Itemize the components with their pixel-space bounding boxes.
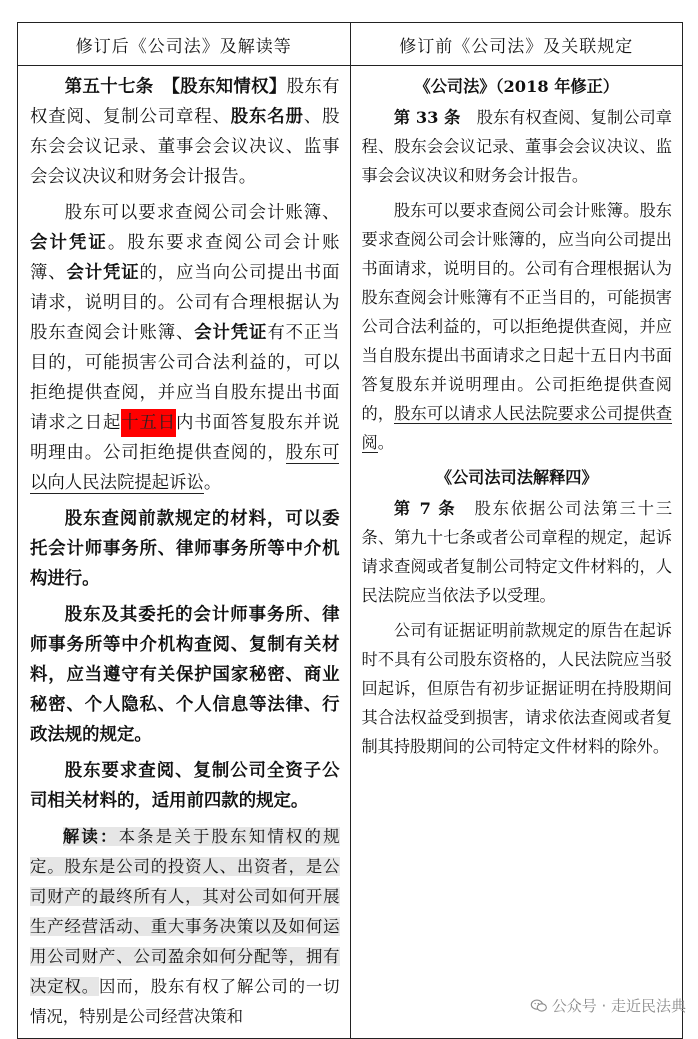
interpretation-block (30, 822, 340, 1032)
header-row (18, 23, 683, 66)
watermark-text: 公众号 · 走近民法典 (551, 997, 686, 1015)
article-number: 第 7 条 (393, 499, 457, 518)
underlined-span: 股东可以请求人民法院要求公司提供查阅 (361, 404, 673, 452)
text-span: 公司有证据证明前款规定的原告在起诉时不具有公司股东资格的，人民法院应当驳回起诉，但原告有初步证据证明在持股期间其合法权益受到损害，请求依法查阅或者复制其持股期间的公司特定文件材料的除外。 (361, 621, 672, 756)
article-57-para-3 (30, 504, 340, 594)
text-span: 股东可以要求查阅公司会计账簿。股东要求查阅公司会计账簿的，应当向公司提出书面请求，说明目的。公司有合理根据认为股东查阅会计账簿有不正当目的，可能损害公司合法利益的，可以拒绝提供查阅，并应当自股东提出书面请求之日起十五日内书面答复股东并说明理由。公司拒绝提供查阅的， (361, 201, 672, 423)
text-span: 。股东要求查阅公司会计账簿、 (30, 233, 340, 283)
article-number: 第五十七条 (64, 77, 154, 97)
bold-span: 股东名册 (230, 107, 304, 127)
interpretation-label: 解读： (62, 827, 119, 846)
text-span: 内书面答复股东并说明理由。公司拒绝提供查阅的， (30, 413, 340, 463)
left-column-header: 修订后《公司法》及解读等 (18, 23, 351, 66)
source-title-company-law: 《公司法》（2018 年修正） (414, 77, 619, 96)
article-33-para-1 (362, 103, 673, 190)
bold-span: 会计凭证 (66, 263, 140, 283)
highlight-mark: 十五日 (121, 409, 176, 437)
bold-span: 股东及其委托的会计师事务所、律师事务所等中介机构查阅、复制有关材料，应当遵守有关保护国家秘密、商业秘密、个人隐私、个人信息等法律、行政法规的规定。 (30, 605, 340, 745)
bold-span: 会计凭证 (30, 233, 108, 253)
bold-span: 会计凭证 (194, 323, 268, 343)
article-33-para-2 (362, 196, 673, 457)
article-57-para-4 (30, 600, 340, 750)
article-57-para-5 (30, 756, 340, 816)
article-7-para-1 (362, 494, 673, 610)
text-span: 有不正当目的，可能损害公司合法利益的，可以拒绝提供查阅，并应当自股东提出书面请求之日起 (30, 323, 340, 433)
article-number: 第 33 条 (393, 108, 461, 127)
text-span: 、股东会会议记录、董事会会议决议、监事会会议决议和财务会计报告。 (30, 107, 340, 187)
comparison-table (17, 22, 683, 1039)
prior-law-cell (350, 66, 683, 1039)
text-span: 股东有权查阅、复制公司章程、 (30, 77, 340, 127)
bold-span: 股东查阅前款规定的材料，可以委托会计师事务所、律师事务所等中介机构进行。 (30, 509, 340, 589)
article-57-para-1 (30, 72, 340, 192)
content-row (18, 66, 683, 1039)
text-span: 因而，股东有权了解公司的一切情况，特别是公司经营决策和 (30, 977, 340, 1026)
text-span: 的，应当向公司提出书面请求，说明目的。公司有合理根据认为股东查阅会计账簿、 (30, 263, 340, 343)
watermark (530, 995, 686, 1016)
right-column-header: 修订前《公司法》及关联规定 (350, 23, 683, 66)
article-57-para-2 (30, 198, 340, 498)
article-title: 【股东知情权】 (171, 77, 287, 97)
interpretation-para (30, 822, 340, 1032)
text-span: 股东有权查阅、复制公司章程、股东会会议记录、董事会会议决议、监事会会议决议和财务会计报告。 (361, 108, 672, 185)
article-7-para-2 (362, 616, 673, 761)
underlined-span: 股东可以向人民法院提起诉讼 (30, 443, 340, 493)
source-title-judicial-interpretation: 《公司法司法解释四》 (435, 468, 598, 487)
text-span: 。 (203, 473, 222, 493)
text-span: 股东可以要求查阅公司会计账簿、 (64, 203, 340, 223)
comparison-page (17, 22, 683, 1026)
bold-span: 股东要求查阅、复制公司全资子公司相关材料的，适用前四款的规定。 (30, 761, 340, 811)
wechat-icon (530, 999, 548, 1013)
revised-law-cell (18, 66, 351, 1039)
text-span: 股东依据公司法第三十三条、第九十七条或者公司章程的规定，起诉请求查阅或者复制公司特定文件材料的，人民法院应当依法予以受理。 (361, 499, 673, 605)
interpretation-highlighted (30, 827, 340, 996)
text-span: 本条是关于股东知情权的规定。股东是公司的投资人、出资者，是公司财产的最终所有人，其对公司如何开展生产经营活动、重大事务决策以及如何运用公司财产、公司盈余如何分配等，拥有决定权。 (30, 827, 340, 996)
text-span: 。 (377, 433, 394, 452)
